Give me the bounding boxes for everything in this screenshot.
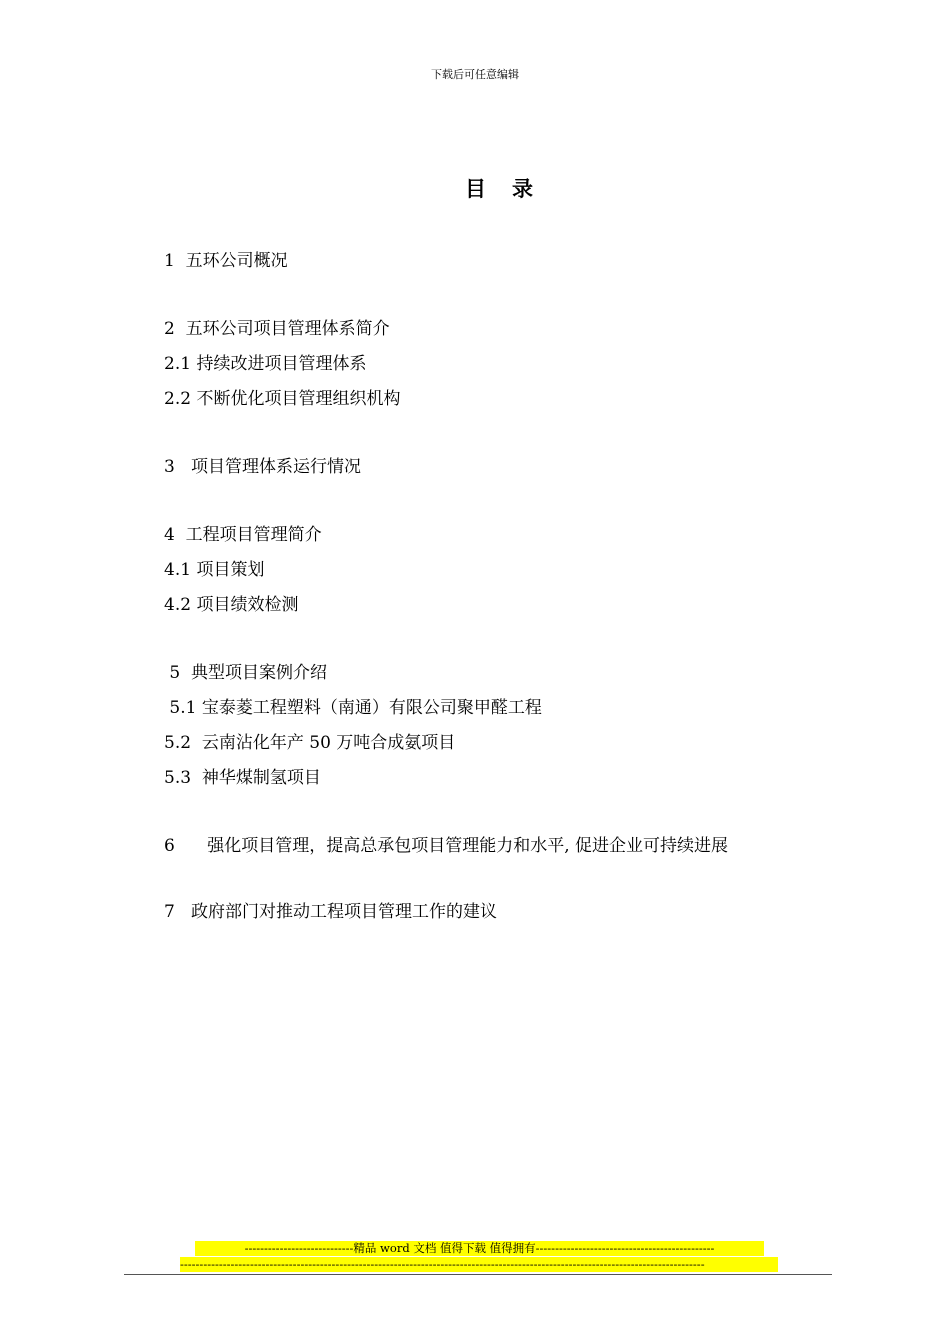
toc-entry-5: 5 典型项目案例介绍 bbox=[164, 663, 328, 683]
toc-entry-3: 3 项目管理体系运行情况 bbox=[164, 457, 362, 477]
toc-entry-5-2: 5.2 云南沾化年产 50 万吨合成氨项目 bbox=[164, 733, 456, 753]
toc-entry-7: 7 政府部门对推动工程项目管理工作的建议 bbox=[164, 902, 498, 922]
toc-entry-6: 6 强化项目管理，提高总承包项目管理能力和水平, 促进企业可持续进展 bbox=[164, 836, 729, 856]
toc-entry-2-1: 2.1 持续改进项目管理体系 bbox=[164, 354, 367, 374]
toc-entry-2-2: 2.2 不断优化项目管理组织机构 bbox=[164, 389, 401, 409]
footer-rule bbox=[124, 1274, 832, 1275]
toc-entry-1: 1 五环公司概况 bbox=[164, 251, 288, 271]
toc-entry-4-1: 4.1 项目策划 bbox=[164, 560, 265, 580]
header-note: 下载后可任意编辑 bbox=[431, 68, 519, 81]
toc-entry-4: 4 工程项目管理简介 bbox=[164, 525, 322, 545]
toc-entry-2: 2 五环公司项目管理体系简介 bbox=[164, 319, 390, 339]
toc-title bbox=[0, 174, 950, 204]
toc-entry-4-2: 4.2 项目绩效检测 bbox=[164, 595, 299, 615]
toc-title-part1: 目 bbox=[465, 176, 486, 201]
toc-entry-5-3: 5.3 神华煤制氢项目 bbox=[164, 768, 321, 788]
toc-title-part2: 录 bbox=[512, 176, 533, 201]
footer-banner-line1: ----------------------------精品 word 文档 值得下载 值得拥有---------------------------------------------- bbox=[195, 1241, 764, 1256]
footer-banner-line2: --------------------------------------------------------------------------------------------------------------------------------------- bbox=[180, 1257, 778, 1272]
toc-entry-5-1: 5.1 宝泰菱工程塑料（南通）有限公司聚甲醛工程 bbox=[164, 698, 542, 718]
